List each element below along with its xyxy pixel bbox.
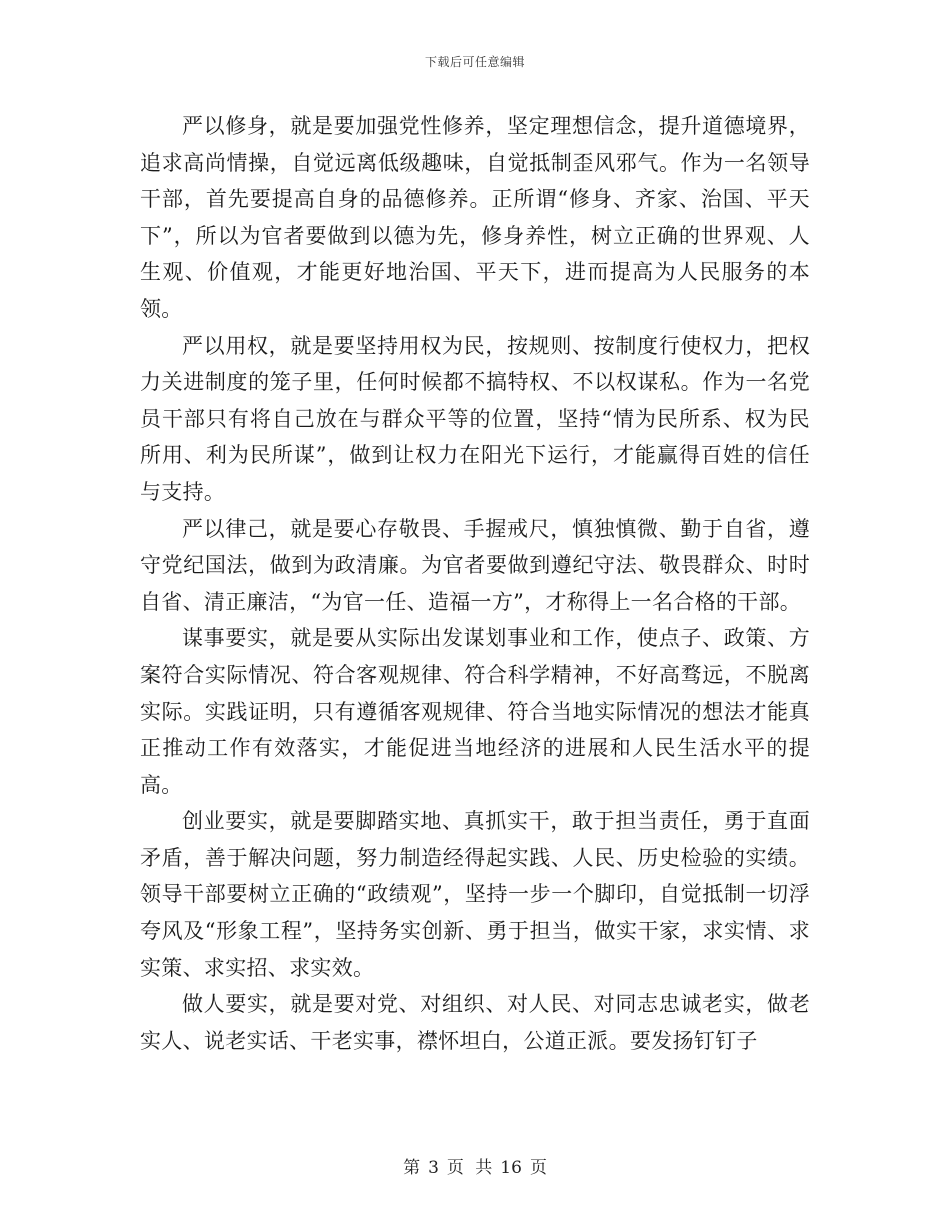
- footer-prefix: 第: [403, 1158, 421, 1178]
- paragraph-yongquan: 严以用权，就是要坚持用权为民，按规则、按制度行使权力，把权力关进制度的笼子里，任何时候都不搞特权、不以权谋私。作为一名党员干部只有将自己放在与群众平等的位置，坚持“情为民所系、权为民所用、利为民所谋”，做到让权力在阳光下运行，才能赢得百姓的信任与支持。: [140, 333, 810, 504]
- paragraph-chuangye: 创业要实，就是要脚踏实地、真抓实干，敢于担当责任，勇于直面矛盾，善于解决问题，努力制造经得起实践、人民、历史检验的实绩。领导干部要树立正确的“政绩观”，坚持一步一个脚印，自觉抵制一切浮夸风及“形象工程”，坚持务实创新、勇于担当，做实干家，求实情、求实策、求实招、求实效。: [140, 809, 810, 980]
- footer-middle: 页 共: [446, 1158, 493, 1178]
- page-header: 下载后可任意编辑: [424, 55, 525, 69]
- footer-suffix: 页: [529, 1158, 547, 1178]
- footer-total-pages: 16: [500, 1158, 522, 1178]
- document-body: [140, 108, 810, 1059]
- footer-page-number: 3: [428, 1158, 439, 1178]
- page-footer: [0, 1153, 950, 1178]
- paragraph-zuoren: 做人要实，就是要对党、对组织、对人民、对同志忠诚老实，做老实人、说老实话、干老实事，襟怀坦白，公道正派。要发扬钉钉子: [140, 992, 810, 1053]
- paragraph-lvji: 严以律己，就是要心存敬畏、手握戒尺，慎独慎微、勤于自省，遵守党纪国法，做到为政清廉。为官者要做到遵纪守法、敬畏群众、时时自省、清正廉洁，“为官一任、造福一方”，才称得上一名合格的干部。: [140, 516, 810, 614]
- paragraph-moushi: 谋事要实，就是要从实际出发谋划事业和工作，使点子、政策、方案符合实际情况、符合客观规律、符合科学精神，不好高骛远，不脱离实际。实践证明，只有遵循客观规律、符合当地实际情况的想法才能真正推动工作有效落实，才能促进当地经济的进展和人民生活水平的提高。: [140, 626, 810, 797]
- paragraph-xiushen: 严以修身，就是要加强党性修养，坚定理想信念，提升道德境界，追求高尚情操，自觉远离低级趣味，自觉抵制歪风邪气。作为一名领导干部，首先要提高自身的品德修养。正所谓“修身、齐家、治国、平天下”，所以为官者要做到以德为先，修身养性，树立正确的世界观、人生观、价值观，才能更好地治国、平天下，进而提高为人民服务的本领。: [140, 114, 810, 321]
